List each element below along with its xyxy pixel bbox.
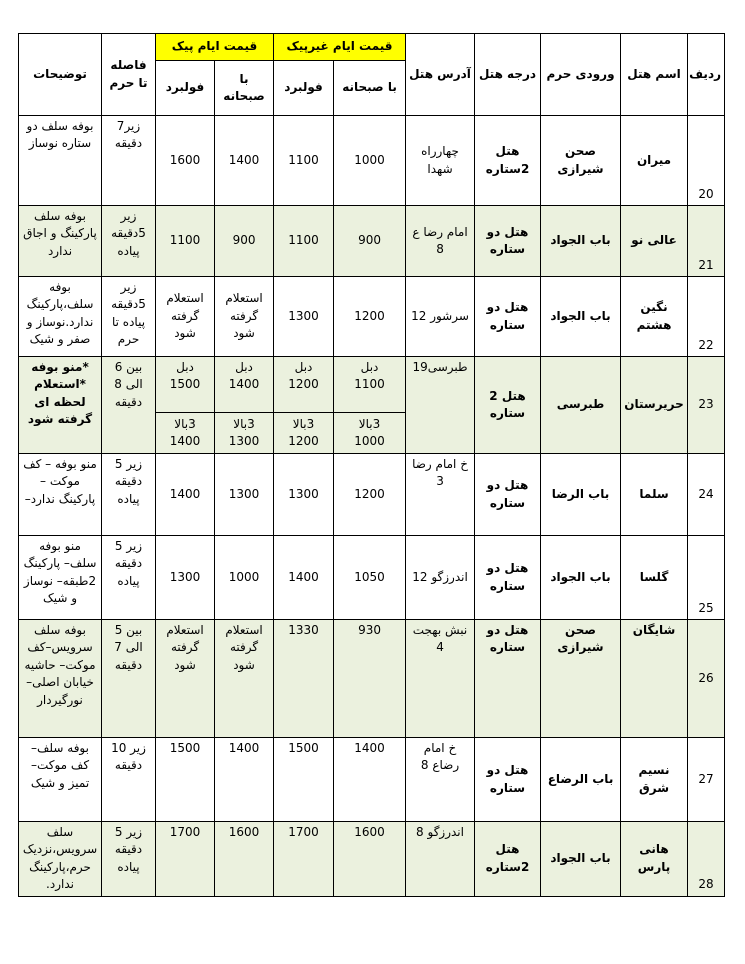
distance: بین 5 الی 7 دقیقه [102,620,156,738]
header-distance: فاصله تا حرم [102,34,156,116]
address: اندرزگو 8 [406,822,475,897]
distance: زیر 5دقیقه پیاده تا حرم [102,277,156,357]
header-offpeak-fullboard: فولبرد [274,61,334,116]
room-type: 3بالا [292,416,315,431]
offpeak-fullboard-price: 1300 [274,454,334,536]
grade: هتل 2ستاره [475,822,541,897]
peak-breakfast-price: استعلام گرفته شود [215,620,274,738]
price-value: 1200 [288,377,319,392]
row-number: 20 [688,116,725,206]
distance: زیر 5دقیقه پیاده [102,206,156,277]
hotel-name: شایگان [621,620,688,738]
price-value: 1300 [228,434,260,448]
notes: بوفه سلف دو ستاره نوساز [19,116,102,206]
price-value: 1100 [354,377,385,392]
peak-fullboard-price: 1500 [156,738,215,822]
peak-fullboard-price: 1600 [156,116,215,206]
row-number: 21 [688,206,725,277]
grade: هتل دو ستاره [475,536,541,620]
hotel-name: حریرستان [621,357,688,454]
peak-breakfast-price [215,357,274,413]
room-type: دبل [360,360,379,374]
price-value: 1200 [288,434,319,448]
row-number: 26 [688,620,725,738]
table-row [19,357,725,413]
distance: زیر 5 دقیقه پیاده [102,536,156,620]
distance: بین 6 الی 8 دقیقه [102,357,156,454]
hotel-name: عالی نو [621,206,688,277]
notes: بوفه سلف،پارکینگ ندارد.نوساز و صفر و شیک [19,277,102,357]
offpeak-breakfast-price: 1000 [334,116,406,206]
distance: زیر 5 دقیقه پیاده [102,454,156,536]
offpeak-fullboard-price: 1100 [274,116,334,206]
notes-line: *استعلام لحظه ای گرفته شود [27,377,93,427]
peak-breakfast-price: 1300 [215,454,274,536]
table-row [19,116,725,206]
address: اندرزگو 12 [406,536,475,620]
entrance: صحن شیرازی [541,116,621,206]
row-number: 24 [688,454,725,536]
room-type: 3بالا [174,416,196,431]
grade: هتل دو ستاره [475,454,541,536]
offpeak-breakfast-price [334,413,406,454]
notes-line: *منو بوفه [31,360,89,374]
row-number: 25 [688,536,725,620]
header-hotel-name: اسم هتل [621,34,688,116]
row-number: 28 [688,822,725,897]
grade: هتل دو ستاره [475,206,541,277]
entrance: صحن شیرازی [541,620,621,738]
price-value: 1400 [228,377,260,392]
row-number: 22 [688,277,725,357]
notes: منو بوفه – کف موکت – پارکینگ ندارد– [19,454,102,536]
table-row [19,620,725,738]
peak-fullboard-price [156,413,215,454]
table-row [19,536,725,620]
offpeak-breakfast-price: 1200 [334,277,406,357]
peak-breakfast-price: 1400 [215,116,274,206]
peak-fullboard-price: 1100 [156,206,215,277]
distance: زیر 10 دقیقه [102,738,156,822]
offpeak-fullboard-price: 1700 [274,822,334,897]
entrance: باب الجواد [541,206,621,277]
table-row [19,738,725,822]
grade: هتل دو ستاره [475,620,541,738]
address: خ امام رضاع 8 [406,738,475,822]
header-notes: توضیحات [19,34,102,116]
address: چهارراه شهدا [406,116,475,206]
offpeak-fullboard-price: 1400 [274,536,334,620]
price-value: 1500 [169,377,201,392]
entrance: باب الرضاع [541,738,621,822]
offpeak-breakfast-price: 900 [334,206,406,277]
header-address: آدرس هتل [406,34,475,116]
address: نبش بهجت 4 [406,620,475,738]
hotel-name: نگین هشتم [621,277,688,357]
peak-breakfast-price: 900 [215,206,274,277]
room-type: دبل [294,360,313,374]
hotel-name: گلسا [621,536,688,620]
entrance: باب الرضا [541,454,621,536]
peak-fullboard-price: استعلام گرفته شود [156,620,215,738]
offpeak-breakfast-price: 1200 [334,454,406,536]
header-peak-breakfast: با صبحانه [215,61,274,116]
notes: بوفه سلف سرویس–کف موکت– حاشیه خیابان اصلی– نورگیردار [19,620,102,738]
price-value: 1000 [354,434,385,448]
address: امام رضا ع 8 [406,206,475,277]
address: سرشور 12 [406,277,475,357]
notes: بوفه سلف پارکینگ و اجاق ندارد [19,206,102,277]
offpeak-fullboard-price [274,413,334,454]
peak-fullboard-price: استعلام گرفته شود [156,277,215,357]
address: خ امام رضا 3 [406,454,475,536]
offpeak-breakfast-price: 1600 [334,822,406,897]
room-type: دبل [176,360,194,374]
header-row-no: ردیف [688,34,725,116]
grade: هتل دو ستاره [475,277,541,357]
notes: منو بوفه سلف– پارکینگ 2طبقه– نوساز و شیک [19,536,102,620]
entrance: طبرسی [541,357,621,454]
grade: هتل 2 ستاره [475,357,541,454]
offpeak-fullboard-price [274,357,334,413]
grade: هتل دو ستاره [475,738,541,822]
peak-breakfast-price: استعلام گرفته شود [215,277,274,357]
room-type: 3بالا [358,416,381,431]
notes: سلف سرویس،نزدیک حرم،پارکینگ ندارد. [19,822,102,897]
peak-fullboard-price: 1300 [156,536,215,620]
peak-breakfast-price: 1000 [215,536,274,620]
peak-fullboard-price: 1700 [156,822,215,897]
room-type: 3بالا [233,416,255,431]
offpeak-breakfast-price [334,357,406,413]
address: طبرسی19 [406,357,475,454]
header-peak-fullboard: فولبرد [156,61,215,116]
header-offpeak-breakfast: با صبحانه [334,61,406,116]
header-grade: درجه هتل [475,34,541,116]
offpeak-fullboard-price: 1100 [274,206,334,277]
row-number: 27 [688,738,725,822]
hotel-name: میران [621,116,688,206]
row-number: 23 [688,357,725,454]
offpeak-breakfast-price: 1050 [334,536,406,620]
entrance: باب الجواد [541,822,621,897]
distance: زیر 5 دقیقه پیاده [102,822,156,897]
offpeak-breakfast-price: 1400 [334,738,406,822]
offpeak-fullboard-price: 1330 [274,620,334,738]
peak-breakfast-price [215,413,274,454]
hotel-name: سلما [621,454,688,536]
hotel-price-table [18,33,725,897]
header-entrance: ورودی حرم [541,34,621,116]
peak-fullboard-price [156,357,215,413]
notes [19,357,102,454]
offpeak-fullboard-price: 1300 [274,277,334,357]
offpeak-breakfast-price: 930 [334,620,406,738]
entrance: باب الجواد [541,536,621,620]
header-peak-price: قیمت ایام پیک [156,34,274,61]
notes: بوفه سلف–کف موکت–تمیز و شیک [19,738,102,822]
table-row [19,822,725,897]
peak-fullboard-price: 1400 [156,454,215,536]
table-row [19,206,725,277]
entrance: باب الجواد [541,277,621,357]
table-row [19,277,725,357]
table-row [19,454,725,536]
header-offpeak-price: قیمت ایام غیرپیک [274,34,406,61]
offpeak-fullboard-price: 1500 [274,738,334,822]
distance: زیر7 دقیقه [102,116,156,206]
grade: هتل 2ستاره [475,116,541,206]
hotel-name: نسیم شرق [621,738,688,822]
room-type: دبل [235,360,253,374]
peak-breakfast-price: 1600 [215,822,274,897]
hotel-name: هانی پارس [621,822,688,897]
price-value: 1400 [169,434,201,448]
peak-breakfast-price: 1400 [215,738,274,822]
